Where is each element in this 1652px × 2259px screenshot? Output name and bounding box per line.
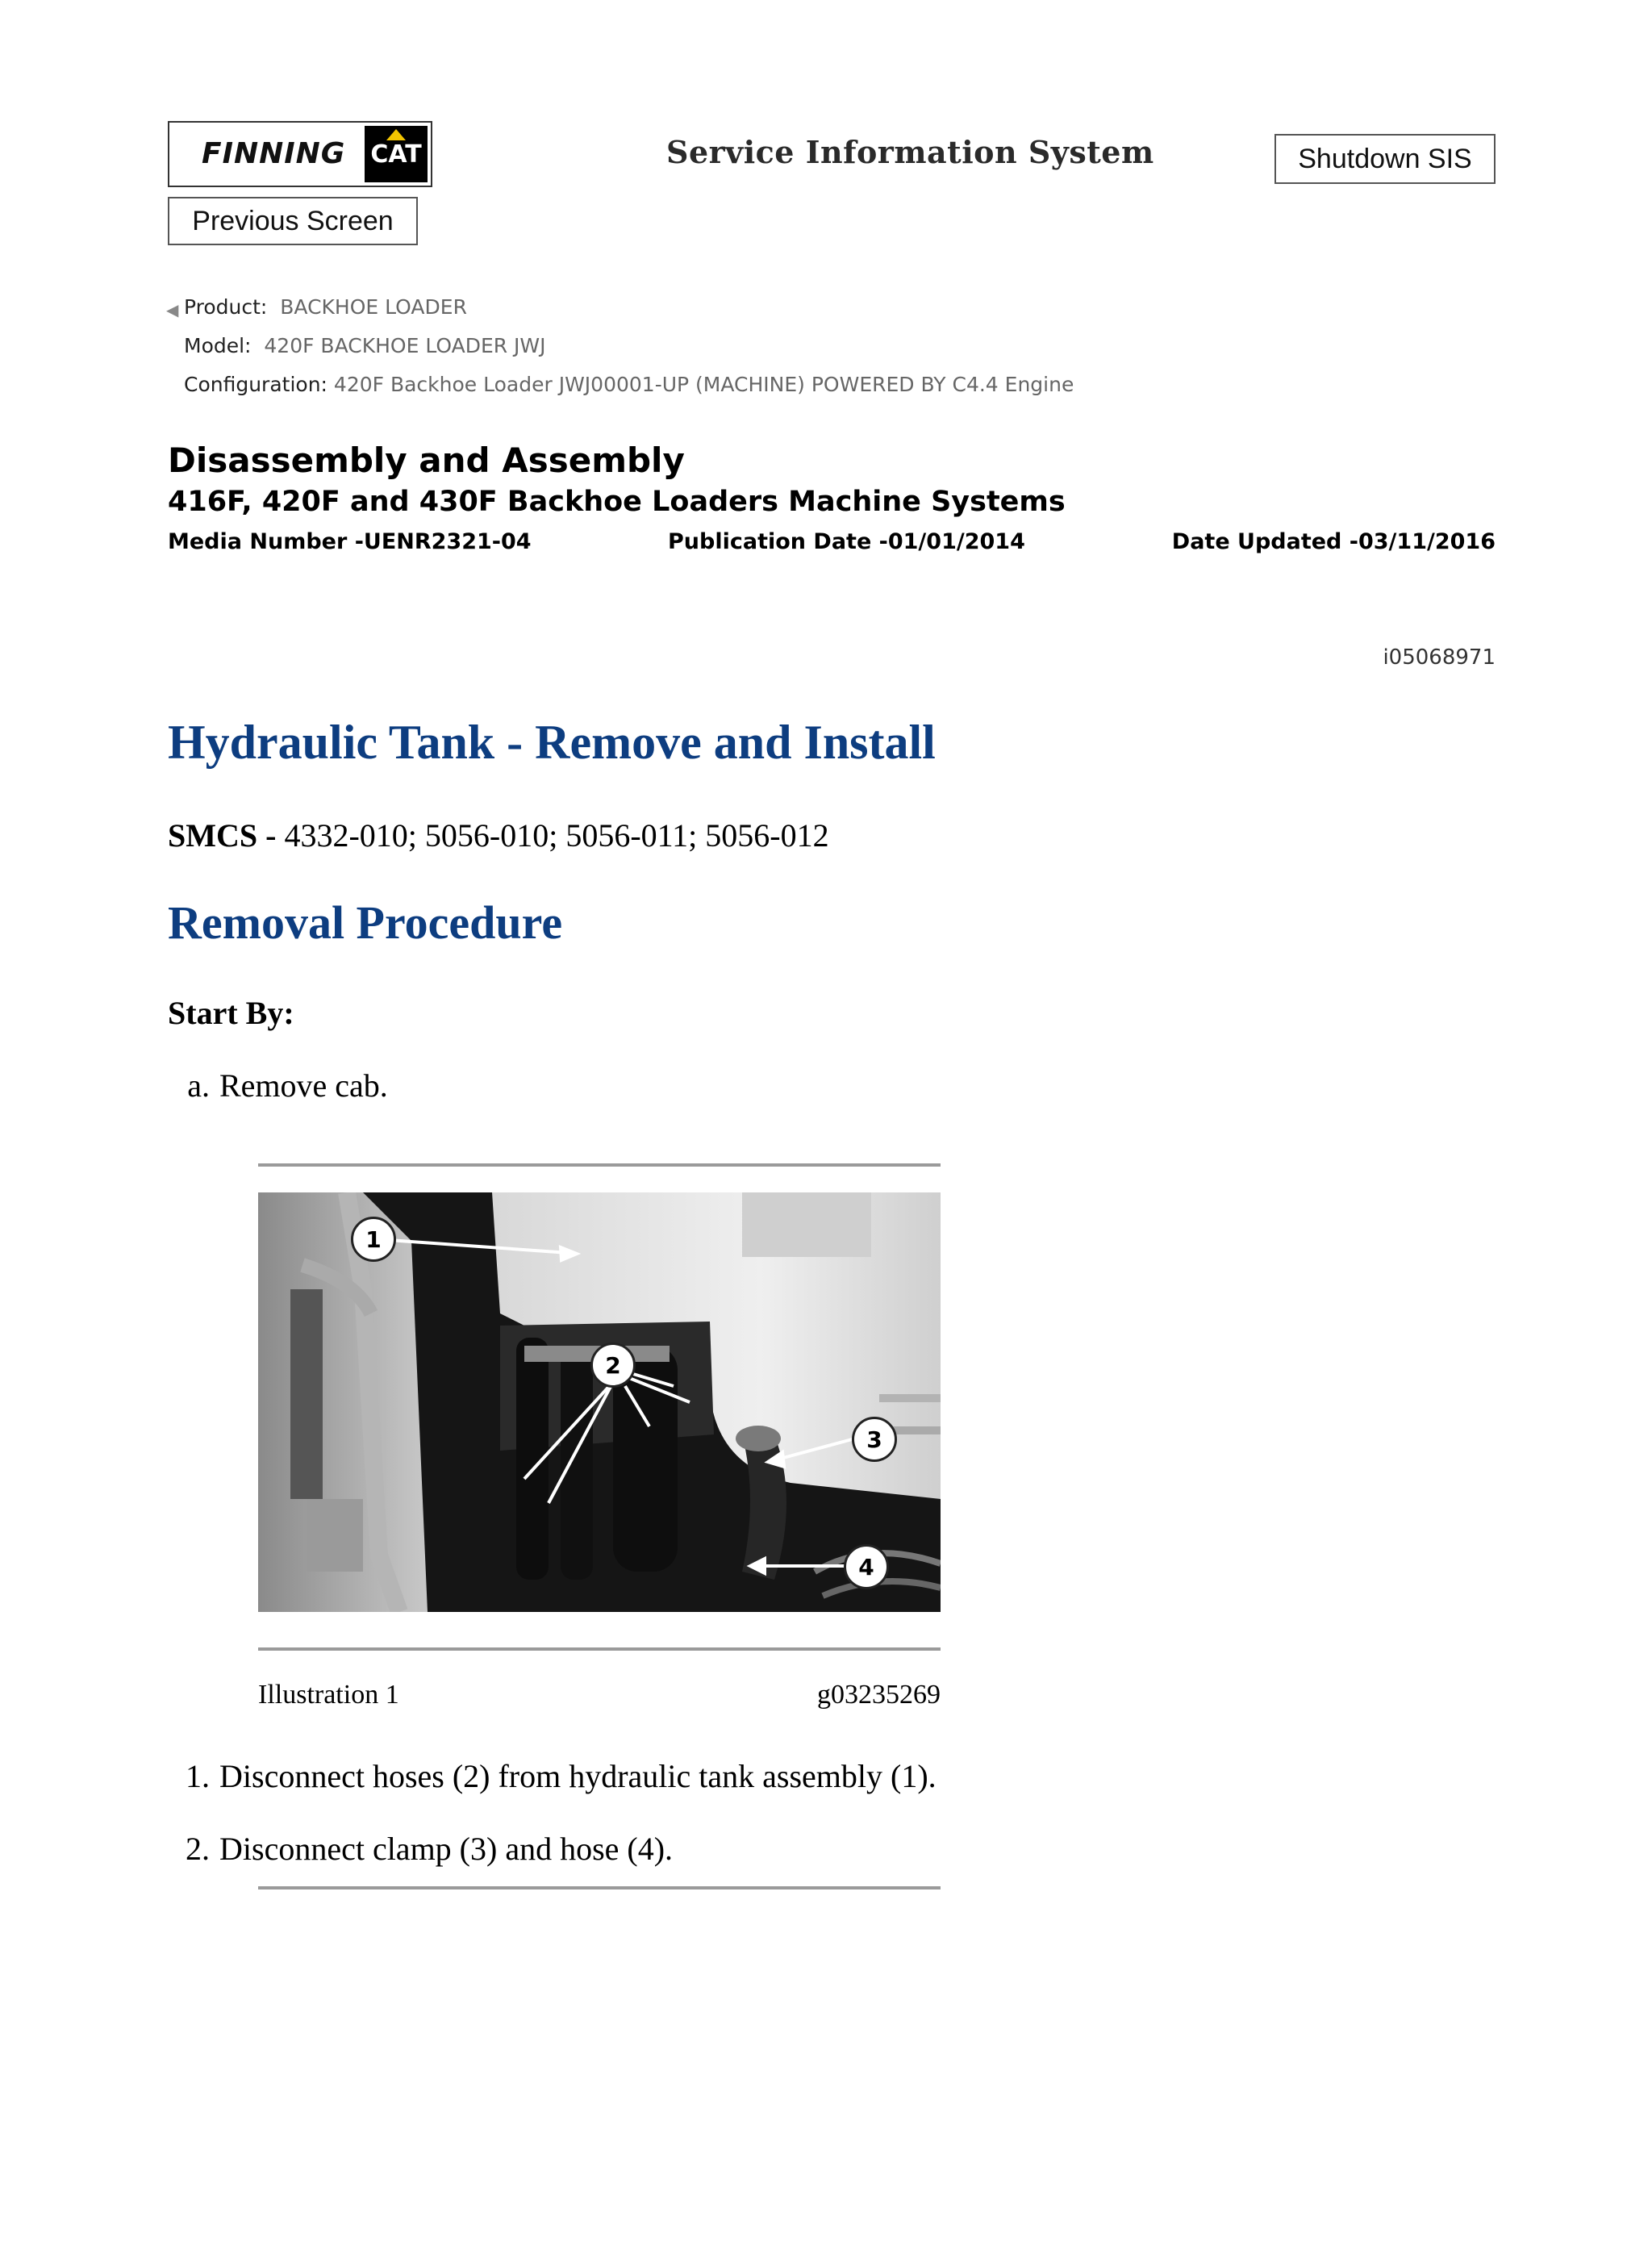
smcs-codes <box>168 816 829 854</box>
step-text: Disconnect clamp (3) and hose (4). <box>219 1831 674 1867</box>
configuration-value: 420F Backhoe Loader JWJ00001-UP (MACHINE) POWERED BY C4.4 Engine <box>333 373 1074 396</box>
media-number: Media Number -UENR2321-04 <box>168 529 532 554</box>
callout-4: 4 <box>844 1544 889 1589</box>
graphic-id: g03235269 <box>817 1680 941 1710</box>
start-by-label: Start By: <box>168 995 294 1031</box>
document-subtitle: 416F, 420F and 430F Backhoe Loaders Machine Systems <box>168 486 1066 518</box>
shutdown-sis-button[interactable]: Shutdown SIS <box>1274 134 1496 184</box>
callout-1: 1 <box>351 1217 396 1262</box>
step-marker: a. <box>187 1067 210 1104</box>
smcs-values: 4332-010; 5056-010; 5056-011; 5056-012 <box>284 817 829 854</box>
system-title: Service Information System <box>666 134 1154 170</box>
publication-date: Publication Date -01/01/2014 <box>668 529 1025 554</box>
start-step-item <box>168 1067 388 1104</box>
model-row <box>184 334 546 357</box>
model-value: 420F BACKHOE LOADER JWJ <box>264 334 546 357</box>
cat-logo <box>365 126 428 182</box>
back-arrow-icon[interactable]: ◀ <box>166 300 179 319</box>
procedure-step <box>168 1757 937 1795</box>
step-text: Remove cab. <box>219 1067 388 1104</box>
page-title: Hydraulic Tank - Remove and Install <box>168 716 936 769</box>
finning-cat-logo <box>168 121 432 187</box>
divider <box>258 1163 941 1167</box>
step-marker: 2. <box>186 1831 210 1867</box>
document-title: Disassembly and Assembly <box>168 441 685 480</box>
divider <box>258 1647 941 1651</box>
product-row <box>184 295 467 319</box>
configuration-row <box>184 373 1074 396</box>
step-text: Disconnect hoses (2) from hydraulic tank assembly (1). <box>219 1758 937 1794</box>
smcs-label: SMCS - <box>168 817 277 854</box>
procedure-step <box>168 1830 673 1868</box>
divider <box>258 1886 941 1889</box>
callout-3: 3 <box>852 1417 897 1462</box>
cat-logo-text: CAT <box>370 140 422 169</box>
model-label: Model: <box>184 334 252 357</box>
step-marker: 1. <box>186 1758 210 1794</box>
cat-triangle-icon <box>386 129 406 140</box>
document-id: i05068971 <box>1383 645 1496 670</box>
configuration-label: Configuration: <box>184 373 327 396</box>
illustration-caption: Illustration 1 <box>258 1680 399 1710</box>
section-heading: Removal Procedure <box>168 896 563 949</box>
previous-screen-button[interactable]: Previous Screen <box>168 197 418 245</box>
date-updated: Date Updated -03/11/2016 <box>1171 529 1496 554</box>
finning-logo-text: FINNING <box>202 137 346 170</box>
illustration-image <box>258 1192 941 1612</box>
product-value: BACKHOE LOADER <box>280 295 467 319</box>
callout-2: 2 <box>590 1342 636 1388</box>
product-label: Product: <box>184 295 268 319</box>
